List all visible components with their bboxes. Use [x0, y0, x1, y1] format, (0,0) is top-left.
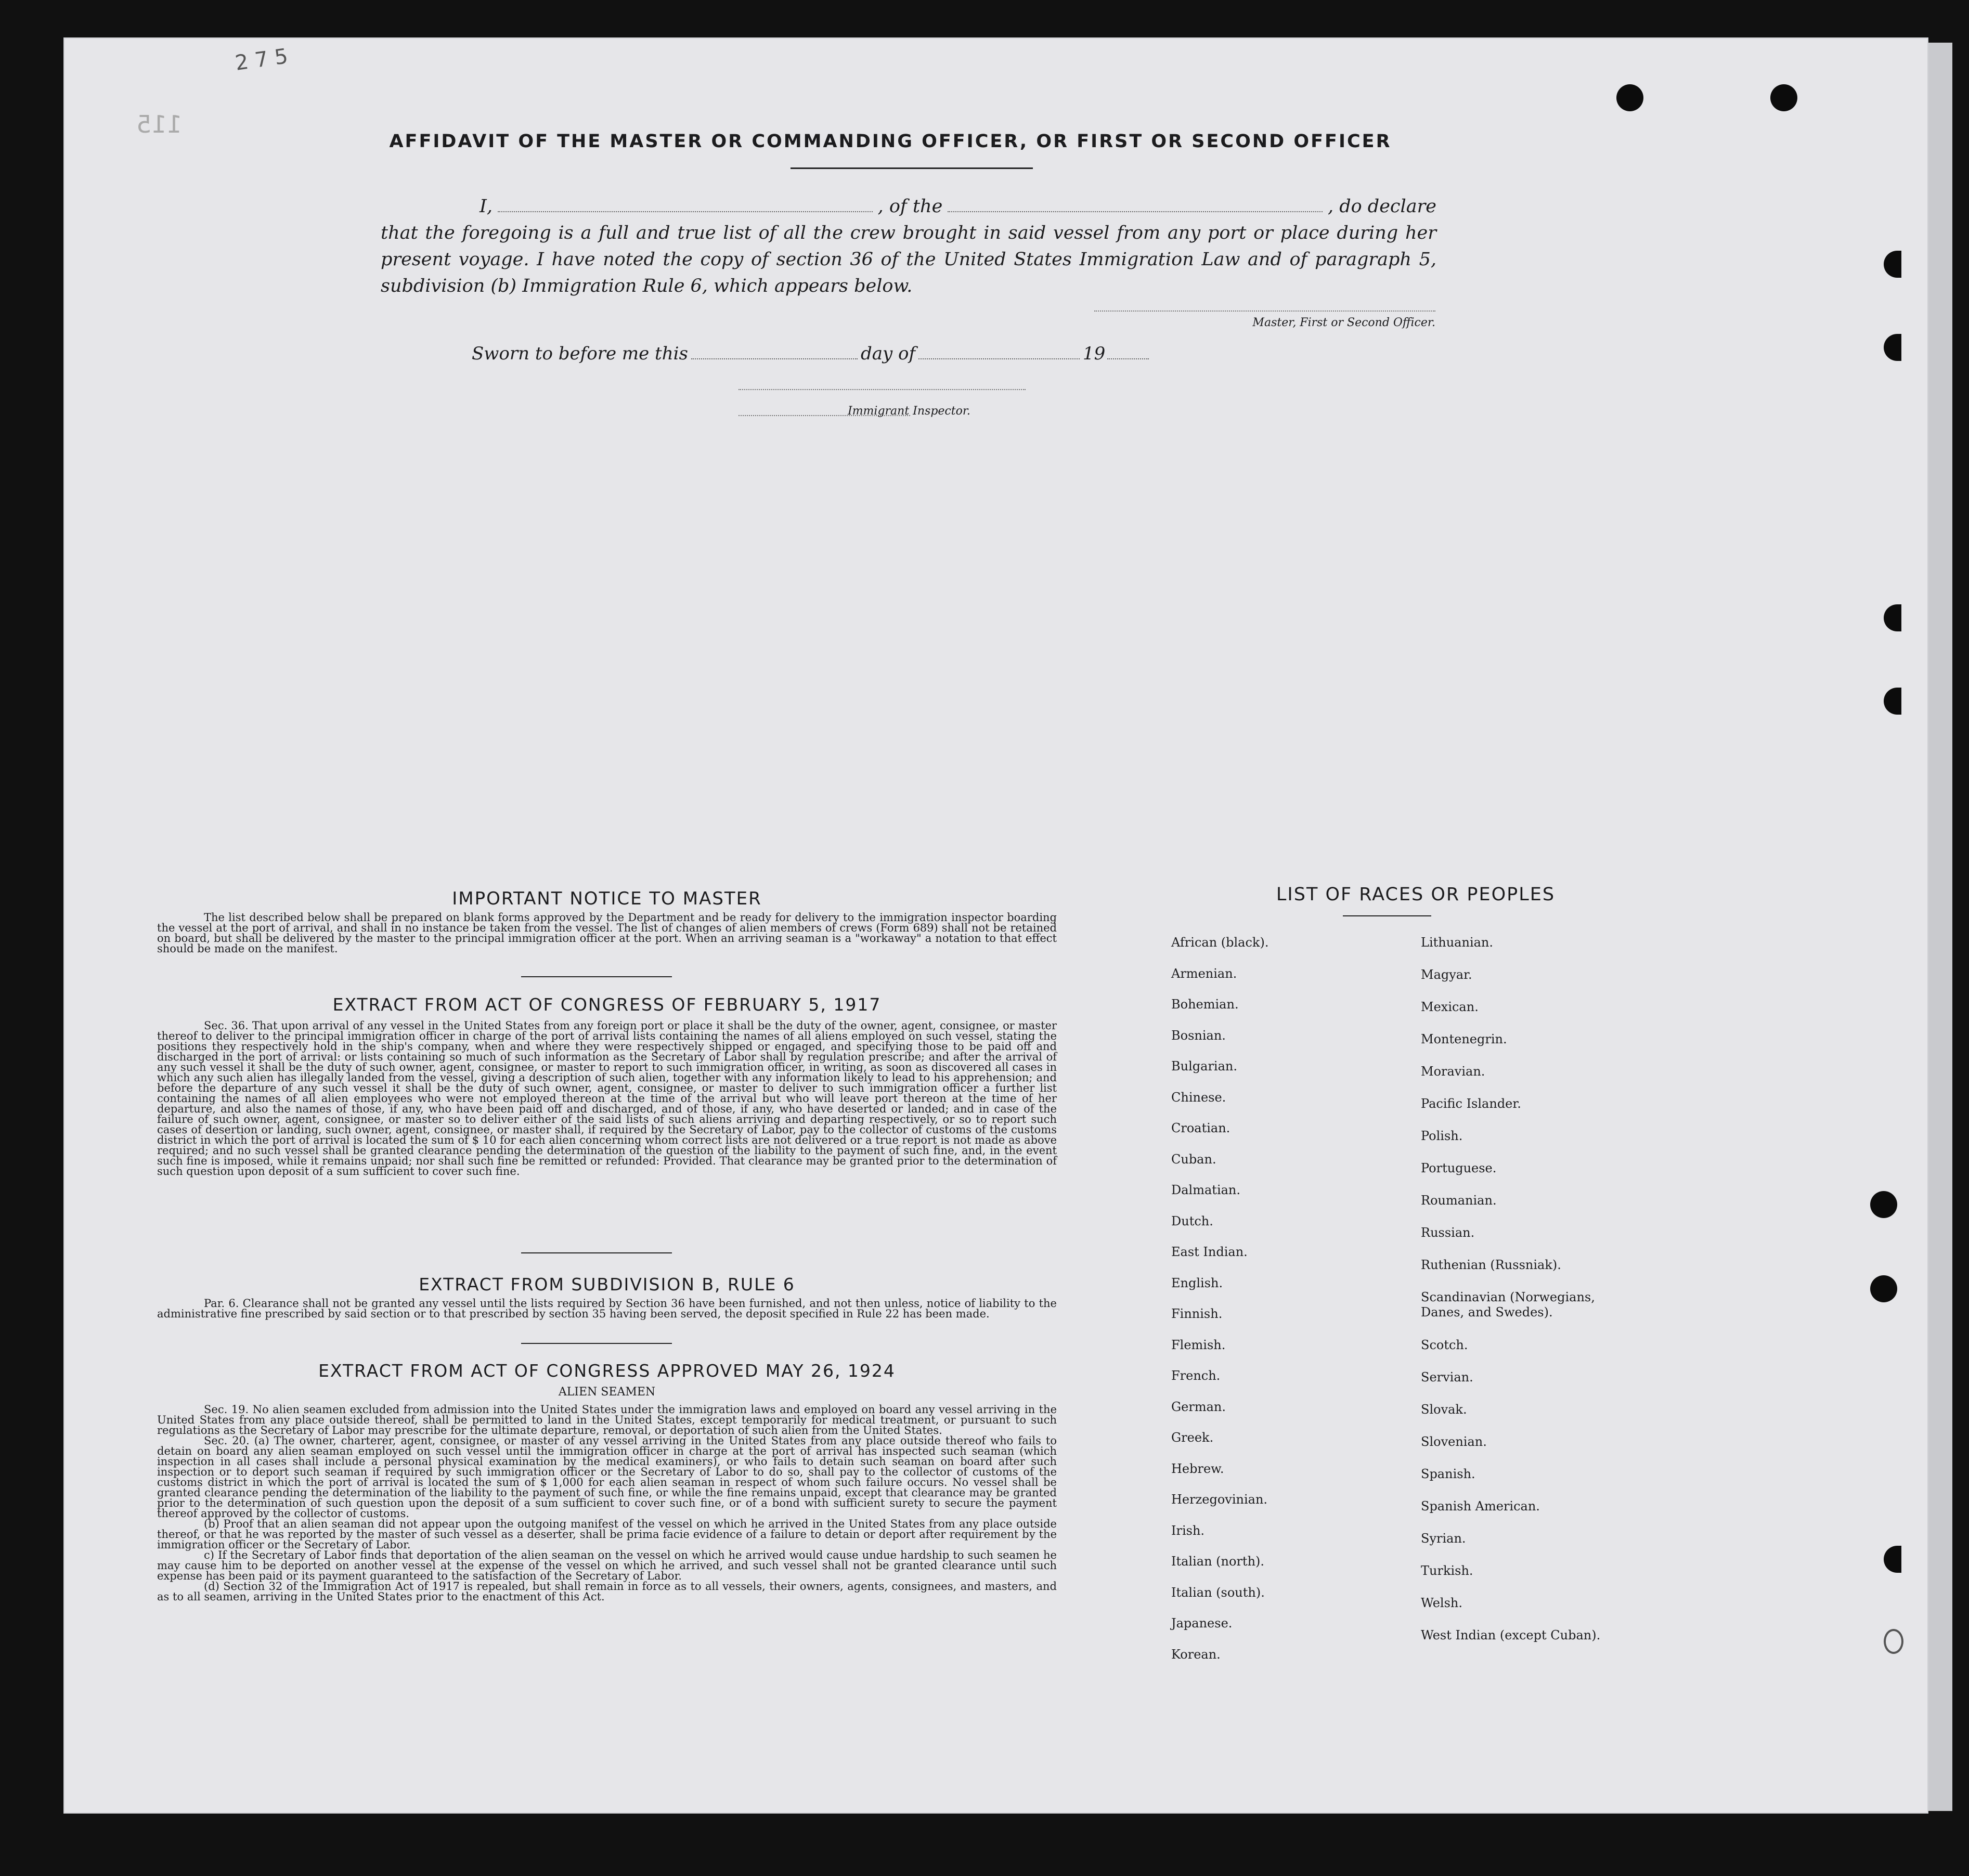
extract-1924-p4: c) If the Secretary of Labor finds that deportation of the alien seaman on the vessel on which he arrived would cause undue hardship to such seamen he may cause him to be deported on another vessel at the expense of the vessel on which he arrived, and such vessel shall not be granted clearance until such expense has been paid or its payment guaranteed to the satisfaction of the Secretary of Labor.	[157, 1549, 1057, 1582]
punch-hole	[1616, 84, 1643, 111]
race-item: Bohemian.	[1171, 997, 1239, 1012]
race-item: Lithuanian.	[1421, 935, 1494, 950]
race-item: Herzegovinian.	[1171, 1492, 1268, 1507]
extract-1917-title: EXTRACT FROM ACT OF CONGRESS OF FEBRUARY 5, 1917	[332, 994, 882, 1015]
race-item: Croatian.	[1171, 1121, 1230, 1135]
race-item: East Indian.	[1171, 1245, 1248, 1259]
signature-caption: Master, First or Second Officer.	[1252, 316, 1435, 329]
punch-hole	[1884, 688, 1901, 715]
race-item: Hebrew.	[1171, 1461, 1224, 1476]
race-item: German.	[1171, 1399, 1226, 1414]
race-item: Bosnian.	[1171, 1028, 1226, 1043]
race-item: Slovak.	[1421, 1402, 1467, 1417]
sworn-prefix: Sworn to before me this	[472, 343, 688, 364]
extract-rule6-title: EXTRACT FROM SUBDIVISION B, RULE 6	[419, 1274, 795, 1295]
race-item: Chinese.	[1171, 1090, 1226, 1105]
month-blank	[918, 358, 1080, 359]
year-blank	[1107, 358, 1149, 359]
divider	[521, 1343, 672, 1344]
race-item: Italian (south).	[1171, 1585, 1265, 1600]
race-item: Korean.	[1171, 1647, 1221, 1662]
race-item: English.	[1171, 1275, 1223, 1290]
notice-title: IMPORTANT NOTICE TO MASTER	[452, 888, 762, 909]
extract-1924-p1: Sec. 19. No alien seamen excluded from admission into the United States under the immigration laws and employed on board any vessel arriving in the United States from any place outside thereof, shall be permitted to land in the United States, except temporarily for medical treatment, or pursuant to such regulations as the Secretary of Labor may prescribe for the ultimate departure, removal, or deportation of such alien from the United States.	[157, 1403, 1057, 1437]
extract-1924-p2: Sec. 20. (a) The owner, charterer, agent, consignee, or master of any vessel arriving in the United States from any place outside thereof who fails to detain on board any alien seaman employed on such vessel until the immigration officer in charge at the port of arrival has inspected such seaman (which inspection in all cases shall include a personal physical examination by the medical examiners), or who fails to detain such seaman on board after such inspection or to deport such seaman if required by such immigration officer or the Secretary of Labor to do so, shall pay to the collector of customs of the customs district in which the port of arrival is located the sum of $ 1,000 for each alien seaman in respect of whom such failure occurs. No vessel shall be granted clearance pending the determination of the liability to the payment of such fine, or while the fine remains unpaid, except that clearance may be granted prior to the determination of such question upon the deposit of a sum sufficient to cover such fine, or of a bond with sufficient surety to secure the payment thereof approved by the collector of customs.	[157, 1434, 1057, 1520]
extract-1924-p3: (b) Proof that an alien seaman did not appear upon the outgoing manifest of the vessel on which he arrived in the United States from any place outside thereof, or that he was reported by the master of such vessel as a deserter, shall be prima facie evidence of a failure to detain or deport after requirement by the immigration officer or the Secretary of Labor.	[157, 1518, 1057, 1551]
race-item: Irish.	[1171, 1523, 1205, 1538]
extract-1917-text: Sec. 36. That upon arrival of any vessel in the United States from any foreign port or place it shall be the duty of the owner, agent, consignee, or master thereof to deliver to the principal immigration officer in charge of the port of arrival lists containing the names of all aliens employed on such vessel, stating the positions they respectively hold in the ship's company, when and where they were respectively shipped or engaged, and specifying those to be paid off and discharged in the port of arrival: or lists containing so much of such information as the Secretary of Labor shall by regulation prescribe; and after the arrival of any such vessel it shall be the duty of such owner, agent, consignee, or master to report to such immigration officer, in writing, as soon as discovered all cases in which any such alien has illegally landed from the vessel, giving a description of such alien, together with any information likely to lead to his apprehension; and before the departure of any such vessel it shall be the duty of such owner, agent, consignee, or master to deliver to such immigration officer a further list containing the names of all alien employees who were not employed thereon at the time of the arrival but who will leave port thereon at the time of her departure, and also the names of those, if any, who have been paid off and discharged, and of those, if any, who have deserted or landed; and in case of the failure of such owner, agent, consignee, or master so to deliver either of the said lists of such aliens arriving and departing respectively, or so to report such cases of desertion or landing, such owner, agent, consignee, or master shall, if required by the Secretary of Labor, pay to the collector of customs of the customs district in which the port of arrival is located the sum of $ 10 for each alien concerning whom correct lists are not delivered or a true report is not made as above required; and no such vessel shall be granted clearance pending the determination of the question of the liability to the payment of such fine, and, in the event such fine is imposed, while it remains unpaid; nor shall such fine be remitted or refunded: Provided. That clearance may be granted prior to the determination of such question upon deposit of a sum sufficient to cover such fine.	[157, 1019, 1057, 1178]
extract-1924-p5: (d) Section 32 of the Immigration Act of 1917 is repealed, but shall remain in force as to all vessels, their owners, agents, consignees, and masters, and as to all seamen, arriving in the United States prior to the enactment of this Act.	[157, 1580, 1057, 1603]
race-item: Magyar.	[1421, 967, 1472, 982]
declare-of-the: , of the	[877, 196, 943, 217]
race-item: Dutch.	[1171, 1213, 1213, 1228]
race-item: French.	[1171, 1368, 1221, 1383]
race-item: Japanese.	[1171, 1616, 1233, 1631]
race-item: Polish.	[1421, 1129, 1463, 1143]
notice-text: The list described below shall be prepared on blank forms approved by the Department and be ready for delivery to the immigration inspector boarding the vessel at the port of arrival, and shall in no instance be taken from the vessel. The list of changes of alien members of crews (Form 689) shall not be retained on board, but shall be delivered by the master to the principal immigration officer at the port. When an arriving seaman is a "workaway" a notation to that effect should be made on the manifest.	[157, 911, 1057, 955]
race-item: Servian.	[1421, 1370, 1473, 1385]
race-item: Finnish.	[1171, 1306, 1223, 1321]
signature-line	[1094, 310, 1435, 312]
race-item: Spanish American.	[1421, 1499, 1540, 1513]
sworn-day-of: day of	[860, 343, 916, 364]
inspector-caption: Immigrant Inspector.	[848, 405, 970, 418]
race-item: Syrian.	[1421, 1531, 1466, 1546]
race-item: Moravian.	[1421, 1064, 1485, 1079]
punch-hole	[1870, 1275, 1897, 1302]
race-item: Mexican.	[1421, 1000, 1479, 1014]
punch-hole	[1884, 334, 1901, 361]
race-item: Turkish.	[1421, 1563, 1473, 1578]
race-item: Flemish.	[1171, 1337, 1226, 1352]
race-item: West Indian (except Cuban).	[1421, 1628, 1601, 1642]
race-item: Russian.	[1421, 1225, 1475, 1240]
punch-hole	[1870, 1191, 1897, 1218]
declare-i: I,	[480, 196, 493, 217]
declare-do-declare: , do declare	[1327, 196, 1437, 217]
day-blank	[691, 358, 858, 359]
race-item: Scotch.	[1421, 1338, 1468, 1352]
race-item: Scandinavian (Norwegians, Danes, and Swedes).	[1421, 1290, 1595, 1319]
form-page	[63, 37, 1928, 1814]
sworn-year: 19	[1083, 343, 1106, 364]
declare-line-4: subdivision (b) Immigration Rule 6, which appears below.	[381, 276, 913, 296]
race-item: Italian (north).	[1171, 1554, 1265, 1569]
margin-mark: 2 7 5	[234, 44, 290, 75]
race-item: Portuguese.	[1421, 1161, 1497, 1175]
race-item: Montenegrin.	[1421, 1032, 1507, 1046]
sworn-line	[472, 343, 1149, 364]
race-item: Pacific Islander.	[1421, 1096, 1521, 1111]
declare-line-2: that the foregoing is a full and true list of all the crew brought in said vessel from any port or place during her	[381, 223, 1436, 243]
race-item: Spanish.	[1421, 1467, 1475, 1481]
punch-hole	[1770, 84, 1797, 111]
race-item: Ruthenian (Russniak).	[1421, 1258, 1561, 1272]
race-item: Slovenian.	[1421, 1434, 1487, 1449]
divider	[521, 1252, 672, 1253]
extract-rule6-text: Par. 6. Clearance shall not be granted any vessel until the lists required by Section 36 have been furnished, and not then unless, notice of liability to the administrative fine prescribed by said section or to that prescribed by section 35 having been served, the deposit specified in Rule 22 has been made.	[157, 1297, 1057, 1320]
race-item: Greek.	[1171, 1430, 1214, 1445]
divider	[1343, 915, 1431, 916]
race-item: Bulgarian.	[1171, 1059, 1237, 1073]
divider	[521, 976, 672, 977]
name-blank	[498, 211, 873, 212]
punch-hole	[1884, 1546, 1901, 1573]
races-title: LIST OF RACES OR PEOPLES	[1276, 884, 1556, 905]
extract-1924-subtitle: ALIEN SEAMEN	[558, 1386, 656, 1399]
page-number-bleed: 115	[136, 110, 182, 138]
race-item: Welsh.	[1421, 1596, 1462, 1610]
extract-1924-title: EXTRACT FROM ACT OF CONGRESS APPROVED MAY 26, 1924	[318, 1361, 896, 1381]
extract-1924-body	[157, 1404, 1057, 1602]
punch-hole	[1884, 251, 1901, 278]
declare-line-3: present voyage. I have noted the copy of section 36 of the United States Immigration Law and of paragraph 5,	[381, 249, 1436, 270]
race-item: Roumanian.	[1421, 1193, 1497, 1208]
vessel-blank	[948, 211, 1323, 212]
divider	[791, 167, 1033, 169]
race-item: Armenian.	[1171, 966, 1237, 981]
punch-hole	[1884, 1629, 1903, 1654]
punch-hole	[1884, 604, 1901, 631]
race-item: African (black).	[1171, 935, 1269, 950]
race-item: Dalmatian.	[1171, 1183, 1241, 1197]
inspector-line	[739, 389, 1026, 390]
affidavit-title: AFFIDAVIT OF THE MASTER OR COMMANDING OFFICER, OR FIRST OR SECOND OFFICER	[389, 131, 1392, 152]
race-item: Cuban.	[1171, 1152, 1216, 1167]
declaration-text	[381, 193, 1436, 300]
